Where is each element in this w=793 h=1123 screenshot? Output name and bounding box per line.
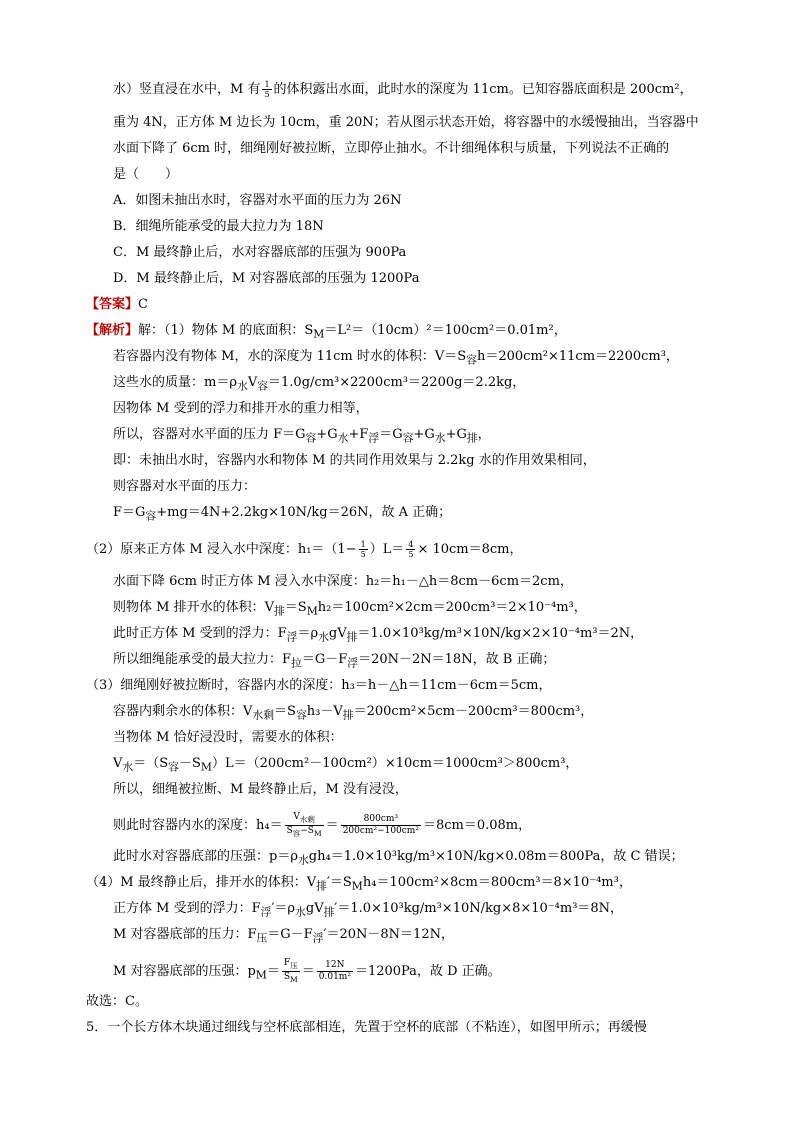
option-b: B．细绳所能承受的最大拉力为 18N [113, 219, 324, 234]
analysis-line-8: $F=G_容+mg=4N+2.2kg\times 10N/kg=26N$，故 A 正确； [113, 505, 452, 523]
analysis-line-7: 则容器对水平面的压力： [113, 479, 257, 494]
option-d: D．M 最终静止后，M 对容器底部的压强为 1200Pa [113, 271, 420, 286]
answer-row [86, 296, 148, 314]
analysis-line-23: M 对容器底部的压力：$F_压=G-F_浮'=20N-8N=12N$， [113, 927, 454, 945]
analysis-line-9: （2）原来正方体 M 浸入水中深度：h₁＝（1− $\frac{1}{5}$ ）L＝ $\frac{4}{5}$ × 10cm＝8cm， [86, 540, 523, 559]
question-line-1: 水）竖直浸在水中，M 有 $\frac{1}{5}$ 的体积露出水面，此时水的深度为 11cm。已知容器底面积是 200cm²， [113, 80, 693, 99]
analysis-line-19: 则此时容器内水的深度：h₄＝ $\frac{V_{水剩}}{S_容-S_M}$ ＝ $\frac{\text{800cm³}}{\text{200cm²−100cm²}}$ ＝8cm＝0.08m， [113, 812, 532, 838]
question-line-3: 水面下降了 6cm 时，细绳刚好被拉断，立即停止抽水。不计细绳体积与质量，下列说法不正确的 [113, 141, 670, 156]
analysis-line-15: 容器内剩余水的体积：$V_{水剩}=S_容h_3-V_排=200cm^2\times 5cm-200cm^3=800cm^3$， [113, 704, 594, 722]
analysis-line-5: 所以，容器对水平面的压力 $F=G_容+G_水+F_浮=G_容+G_水+G_排$， [113, 427, 491, 445]
analysis-line-16: 当物体 M 恰好浸没时，需要水的体积： [113, 730, 343, 745]
analysis-line-10: 水面下降 6cm 时正方体 M 浸入水中深度：h₂＝h₁－△h＝8cm－6cm＝2cm， [113, 574, 573, 589]
option-c: C．M 最终静止后，水对容器底部的压强为 900Pa [113, 245, 407, 260]
analysis-line-18: 所以，细绳被拉断、M 最终静止后，M 没有浸没， [113, 782, 408, 797]
analysis-line-22: 正方体 M 受到的浮力：$F_浮'=\rho_水gV_排'=1.0\times 10^3kg/m^3\times 10N/kg\times 8\times 10^{-4}m^3=8N$， [113, 901, 624, 919]
fraction-one-fifth: $\frac{1}{5}$ [264, 80, 270, 99]
analysis-line-21: （4）M 最终静止后，排开水的体积：$V_排'=S_Mh_4=100cm^2\times 8cm=800cm^3=8\times 10^{-4}m^3$， [86, 875, 632, 893]
option-a: A．如图未抽出水时，容器对水平面的压力为 26N [113, 193, 402, 208]
analysis-label: 【解析】 [86, 323, 139, 338]
answer-value: C [138, 297, 148, 312]
question-line-2: 重为 4N，正方体 M 边长为 10cm，重 20N；若从图示状态开始，将容器中的水缓慢抽出，当容器中 [113, 115, 699, 130]
analysis-line-4: 因物体 M 受到的浮力和排开水的重力相等， [113, 401, 369, 416]
analysis-line-2: 若容器内没有物体 M，水的深度为 11cm 时水的体积：$V=S_容h=200cm^2\times 11cm=2200cm^3$， [113, 349, 679, 367]
analysis-line-13: 所以细绳能承受的最大拉力：$F_拉=G-F_浮=20N-2N=18N$，故 B 正确； [113, 652, 556, 670]
analysis-line-1: 【解析】解：（1）物体 M 的底面积：$S_M=L^2=(10cm)^2=100cm^2=0.01m^2$， [86, 323, 567, 341]
question-line-4: 是（ ） [113, 167, 179, 182]
analysis-line-6: 即：未抽出水时，容器内水和物体 M 的共同作用效果与 2.2kg 水的作用效果相同， [113, 453, 596, 468]
analysis-line-12: 此时正方体 M 受到的浮力：$F_浮=\rho_水gV_排=1.0\times 10^3kg/m^3\times 10N/kg\times 2\times 10^{-4}m^3=2N$， [113, 626, 644, 644]
analysis-line-24: M 对容器底部的压强：$p_M=$ $\frac{F_压}{S_M}$ ＝ $\frac{12N}{\text{0.01m²}}$ ＝1200Pa，故 D 正确。 [113, 958, 501, 984]
analysis-line-3: 这些水的质量：$m=\rho_水V_容=1.0g/cm^3\times 2200cm^3=2200g=2.2kg$， [113, 375, 526, 393]
analysis-line-17: $V_水=(S_容-S_M)L=(200cm^2-100cm^2)\times 10cm=1000cm^3>800cm^3$， [113, 756, 579, 774]
analysis-conclusion: 故选：C。 [86, 994, 148, 1009]
next-question-line: 5．一个长方体木块通过细线与空杯底部相连，先置于空杯的底部（不粘连），如图甲所示；再缓慢 [86, 1020, 647, 1035]
analysis-line-11: 则物体 M 排开水的体积：$V_排=S_Mh_2=100cm^2\times 2cm=200cm^3=2\times 10^{-4}m^3$， [113, 600, 587, 618]
analysis-line-20: 此时水对容器底部的压强：$p=\rho_水gh_4=1.0\times 10^3kg/m^3\times 10N/kg\times 0.08m=800Pa$，故 C 错误； [113, 849, 684, 867]
answer-label: 【答案】 [86, 297, 139, 312]
analysis-line-14: （3）细绳刚好被拉断时，容器内水的深度：h₃＝h－△h＝11cm－6cm＝5cm， [86, 678, 552, 693]
